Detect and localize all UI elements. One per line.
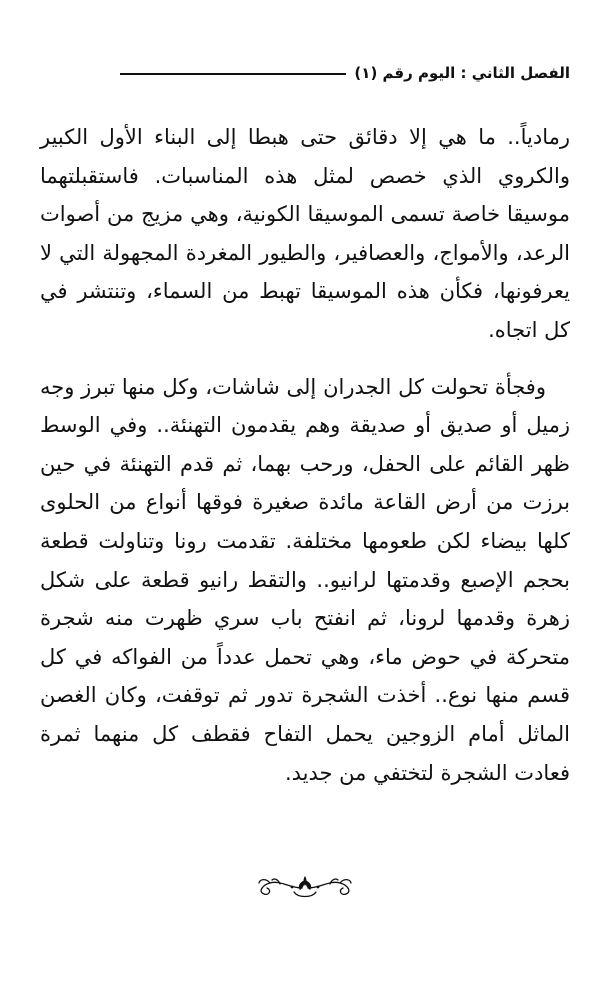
floral-divider-svg bbox=[250, 866, 360, 906]
chapter-header bbox=[120, 58, 570, 88]
paragraph-1: رمادياً.. ما هي إلا دقائق حتى هبطا إلى البناء الأول الكبير والكروي الذي خصص لمثل هذه المناسبات. فاستقبلتهما موسيقا خاصة تسمى الموسيقا الكونية، وهي مزيج من أصوات الرعد، والأمواج، والعصافير، والطيور المغردة المجهولة التي لا يعرفونها، فكأن هذه الموسيقا تهبط من السماء، وتنتشر في كل اتجاه. bbox=[40, 125, 570, 342]
chapter-title: الفصل الثاني : اليوم رقم (١) bbox=[354, 64, 570, 82]
header-rule bbox=[120, 73, 346, 75]
paragraph-2: وفجأة تحولت كل الجدران إلى شاشات، وكل منها تبرز وجه زميل أو صديق أو صديقة وهم يقدمون التهنئة.. وفي الوسط ظهر القائم على الحفل، ورحب بهما، ثم قدم التهنئة في حين برزت من أرض القاعة مائدة صغيرة فوقها أنواع من الحلوى كلها بيضاء لكن طعومها مختلفة. تقدمت رونا وتناولت قطعة بحجم الإصبع وقدمتها لرانيو.. والتقط رانيو قطعة على شكل زهرة وقدمها لرونا، ثم انفتح باب سري ظهرت منه شجرة متحركة في حوض ماء، وهي تحمل عدداً من الفواكه في كل قسم منها نوع.. أخذت الشجرة تدور ثم توقفت، وكان الغصن الماثل أمام الزوجين يحمل التفاح فقطف كل منهما ثمرة فعادت الشجرة لتختفي من جديد. bbox=[40, 374, 570, 785]
body-text bbox=[40, 118, 570, 792]
floral-divider-icon bbox=[0, 866, 610, 910]
